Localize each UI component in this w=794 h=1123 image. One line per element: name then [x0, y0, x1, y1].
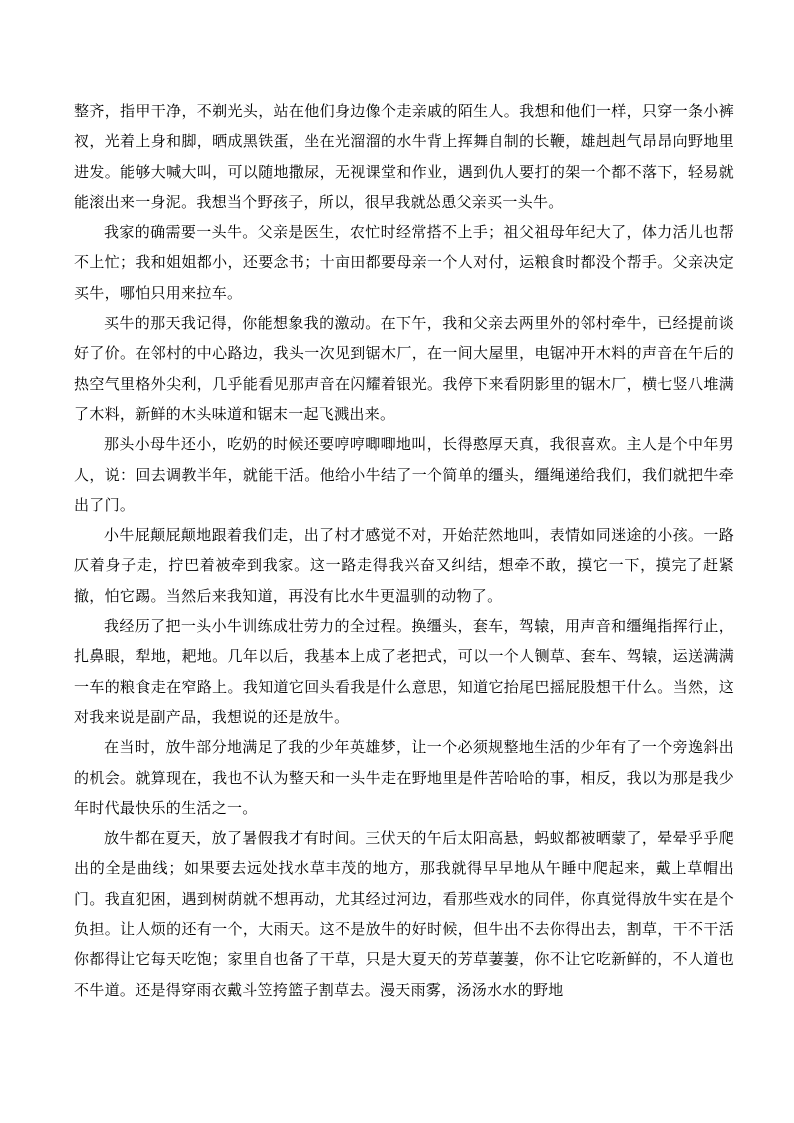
paragraph-6: 我经历了把一头小牛训练成壮劳力的全过程。换缰头，套车，驾辕，用声音和缰绳指挥行止，扎鼻眼，犁地，耙地。几年以后，我基本上成了老把式，可以一个人铡草、套车、驾辕，运送满满一车的粮食走在窄路上。我知道它回头看我是什么意思，知道它抬尾巴摇屁股想干什么。当然，这对我来说是副产品，我想说的还是放牛。	[74, 617, 734, 726]
paragraph-5: 小牛屁颠屁颠地跟着我们走，出了村才感觉不对，开始茫然地叫，表情如同迷途的小孩。一路仄着身子走，拧巴着被牵到我家。这一路走得我兴奋又纠结，想牵不敢，摸它一下，摸完了赶紧撤，怕它踢。当然后来我知道，再没有比水牛更温驯的动物了。	[74, 526, 734, 605]
paragraph-7: 在当时，放牛部分地满足了我的少年英雄梦，让一个必须规整地生活的少年有了一个旁逸斜出的机会。就算现在，我也不认为整天和一头牛走在野地里是件苦哈哈的事，相反，我以为那是我少年时代最快乐的生活之一。	[74, 738, 734, 817]
paragraph-1: 整齐，指甲干净，不剃光头，站在他们身边像个走亲戚的陌生人。我想和他们一样，只穿一条小裤衩，光着上身和脚，晒成黑铁蛋，坐在光溜溜的水牛背上挥舞自制的长鞭，雄赳赳气昂昂向野地里进发。能够大喊大叫，可以随地撒尿，无视课堂和作业，遇到仇人要打的架一个都不落下，轻易就能滚出来一身泥。我想当个野孩子，所以，很早我就怂恿父亲买一头牛。	[74, 102, 734, 211]
document-page	[74, 96, 734, 1005]
paragraph-3: 买牛的那天我记得，你能想象我的激动。在下午，我和父亲去两里外的邻村牵牛，已经提前谈好了价。在邻村的中心路边，我头一次见到锯木厂，在一间大屋里，电锯冲开木料的声音在午后的热空气里格外尖利，几乎能看见那声音在闪耀着银光。我停下来看阴影里的锯木厂，横七竖八堆满了木料，新鲜的木头味道和锯末一起飞溅出来。	[74, 314, 734, 423]
paragraph-4: 那头小母牛还小，吃奶的时候还要哼哼唧唧地叫，长得憨厚天真，我很喜欢。主人是个中年男人，说：回去调教半年，就能干活。他给小牛结了一个简单的缰头，缰绳递给我们，我们就把牛牵出了门。	[74, 435, 734, 514]
paragraph-2: 我家的确需要一头牛。父亲是医生，农忙时经常搭不上手；祖父祖母年纪大了，体力活儿也帮不上忙；我和姐姐都小，还要念书；十亩田都要母亲一个人对付，运粮食时都没个帮手。父亲决定买牛，哪怕只用来拉车。	[74, 223, 734, 302]
paragraph-8: 放牛都在夏天，放了暑假我才有时间。三伏天的午后太阳高悬，蚂蚁都被晒蒙了，晕晕乎乎爬出的全是曲线；如果要去远处找水草丰茂的地方，那我就得早早地从午睡中爬起来，戴上草帽出门。我直犯困，遇到树荫就不想再动，尤其经过河边，看那些戏水的同伴，你真觉得放牛实在是个负担。让人烦的还有一个，大雨天。这不是放牛的好时候，但牛出不去你得出去，割草，干不干活你都得让它每天吃饱；家里自也备了干草，只是大夏天的芳草萋萋，你不让它吃新鲜的，不人道也不牛道。还是得穿雨衣戴斗笠挎篮子割草去。漫天雨雾，汤汤水水的野地	[74, 829, 734, 999]
